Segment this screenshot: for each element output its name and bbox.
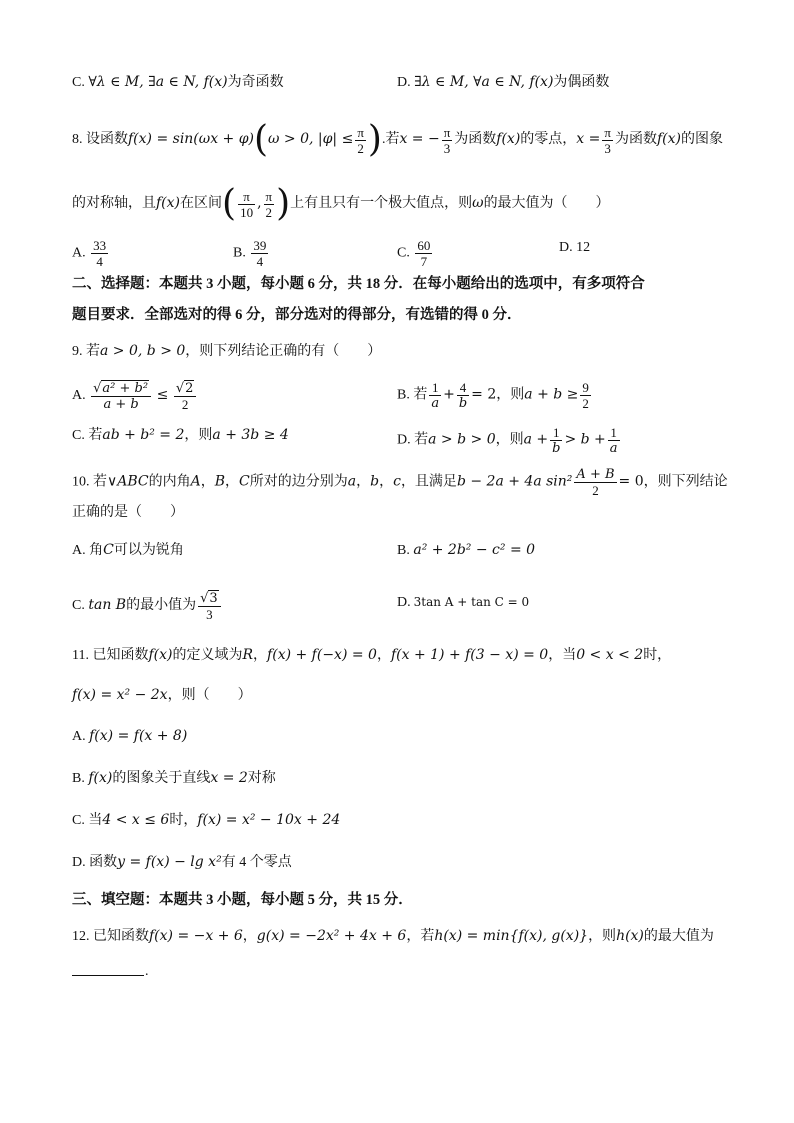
q8-stem-line1: 8. 设函数f(x) = sin(ωx + φ)(ω > 0, |φ| ≤ $\frac{\pi}{2}$ ).若x = − $\frac{\pi}{3}$ 为函数f(x)的零点，x = $\frac{\pi}{3}$ 为函数f(x)的图象 [72, 119, 723, 160]
q11-stem-line1: 11. 已知函数f(x)的定义域为R，f(x) + f(−x) = 0，f(x + 1) + f(3 − x) = 0，当0 < x < 2时， [72, 647, 672, 663]
q9-option-a: A. $\frac{\text{√a² + b²}}{a + b}$ ≤ $\frac{√2}{2}$ [72, 380, 198, 412]
section2-heading-line1: 二、选择题：本题共 3 小题，每小题 6 分，共 18 分．在每小题给出的选项中，有多项符合 [72, 276, 645, 292]
q10-option-a: A. 角C可以为锐角 [72, 542, 184, 558]
q9-option-d: D. 若a > b > 0，则a + $\frac{1}{b}$ > b + $\frac{1}{a}$ [397, 425, 618, 456]
q10-stem-line2: 正确的是（ ） [72, 505, 184, 520]
section2-heading-line2: 题目要求．全部选对的得 6 分，部分选对的得部分，有选错的得 0 分． [72, 307, 522, 323]
q11-option-d: D. 函数y = f(x) − lg x²有 4 个零点 [72, 854, 292, 870]
q10-stem-line1: 10. 若∨ABC的内角A，B，C所对的边分别为a，b，c，且满足b − 2a + 4a sin² $\frac{A + B}{2}$ = 0，则下列结论 [72, 467, 728, 498]
q9-option-b: B. 若 $\frac{1}{a}$ + $\frac{4}{b}$ = 2，则a + b ≥ $\frac{9}{2}$ [397, 380, 589, 411]
q8-option-b: B. $\frac{39}{4}$ [233, 238, 267, 269]
q10-option-d: D. 3tan A + tan C = 0 [397, 595, 530, 610]
q8-stem-line2: 的对称轴，且f(x)在区间( $\frac{\pi}{10}$ , $\frac{\pi}{2}$ )上有且只有一个极大值点，则ω的最大值为（ ） [72, 183, 610, 224]
q10-option-c: C. tan B的最小值为 $\frac{√3}{3}$ [72, 590, 223, 622]
q11-stem-line2: f(x) = x² − 2x，则（ ） [72, 687, 252, 703]
q7-option-d: D. ∃λ ∈ M, ∀a ∈ N, f(x)为偶函数 [397, 74, 610, 90]
q11-option-a: A. f(x) = f(x + 8) [72, 728, 188, 744]
q9-stem: 9. 若a > 0, b > 0，则下列结论正确的有（ ） [72, 343, 382, 359]
q8-option-a: A. $\frac{33}{4}$ [72, 238, 107, 269]
q11-option-c: C. 当4 < x ≤ 6时，f(x) = x² − 10x + 24 [72, 812, 341, 828]
q12-answer-blank[interactable] [72, 975, 144, 976]
q12-stem: 12. 已知函数f(x) = −x + 6，g(x) = −2x² + 4x + 6，若h(x) = min{f(x), g(x)}，则h(x)的最大值为 [72, 928, 714, 944]
q11-option-b: B. f(x)的图象关于直线x = 2对称 [72, 770, 276, 786]
q12-blank-period: . [145, 964, 149, 979]
q9-option-c: C. 若ab + b² = 2，则a + 3b ≥ 4 [72, 427, 289, 443]
section3-heading: 三、填空题：本题共 3 小题，每小题 5 分，共 15 分． [72, 892, 413, 908]
q10-option-b: B. a² + 2b² − c² = 0 [397, 542, 536, 558]
q8-option-c: C. $\frac{60}{7}$ [397, 238, 431, 269]
q8-option-d: D. 12 [559, 240, 591, 255]
q7-option-c: C. ∀λ ∈ M, ∃a ∈ N, f(x)为奇函数 [72, 74, 284, 90]
